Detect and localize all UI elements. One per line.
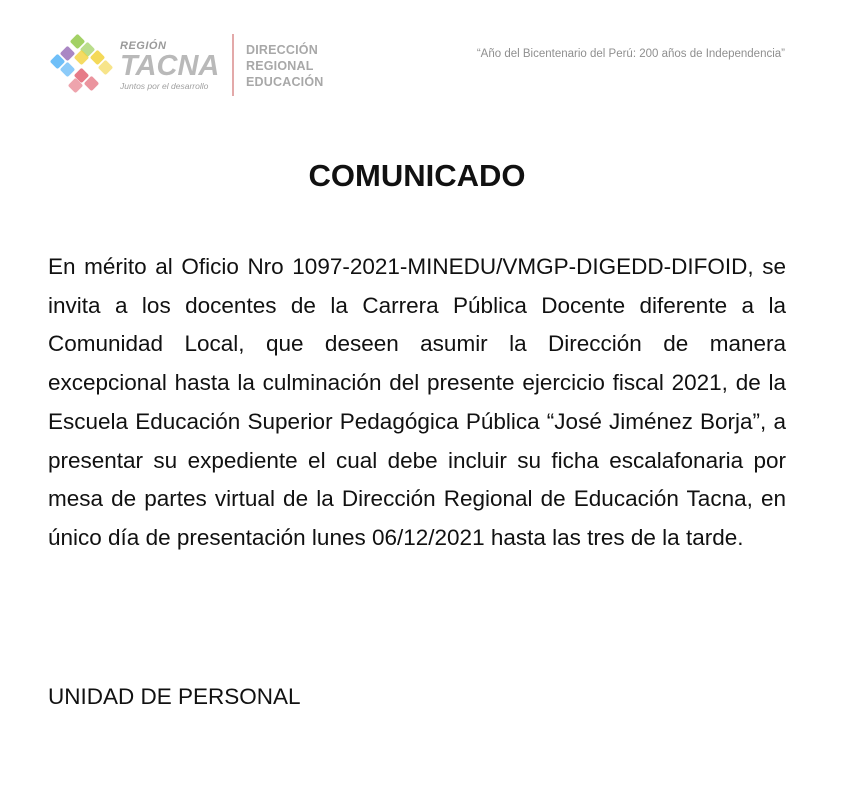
logo-name: TACNA — [120, 50, 220, 82]
department-line-1: DIRECCIÓN — [246, 43, 318, 57]
region-tacna-logo-icon — [46, 30, 118, 98]
document-title: COMUNICADO — [308, 158, 526, 193]
logo-tagline: Juntos por el desarrollo — [120, 81, 209, 91]
department-line-2: REGIONAL — [246, 59, 314, 73]
document-body: En mérito al Oficio Nro 1097-2021-MINEDU/VMGP-DIGEDD-DIFOID, se invita a los docentes de la Carrera Pública Docente diferente a la Comunidad Local, que deseen asumir la Dirección de manera excepcional hasta la culminación del presente ejercicio fiscal 2021, de la Escuela Educación Superior Pedagógica Pública “José Jiménez Borja”, a presentar su expediente el cual debe incluir su ficha escalafonaria por mesa de partes virtual de la Dirección Regional de Educación Tacna, en único día de presentación lunes 06/12/2021 hasta las tres de la tarde. — [48, 254, 786, 550]
year-motto: “Año del Bicentenario del Perú: 200 años de Independencia” — [476, 48, 785, 60]
signature-unit: UNIDAD DE PERSONAL — [48, 684, 301, 709]
logo-region-label: REGIÓN — [120, 40, 167, 52]
header-divider — [232, 34, 234, 96]
letterhead — [0, 0, 841, 110]
department-line-3: EDUCACIÓN — [246, 75, 324, 89]
department-name — [246, 42, 366, 90]
logo-wordmark — [120, 40, 230, 91]
